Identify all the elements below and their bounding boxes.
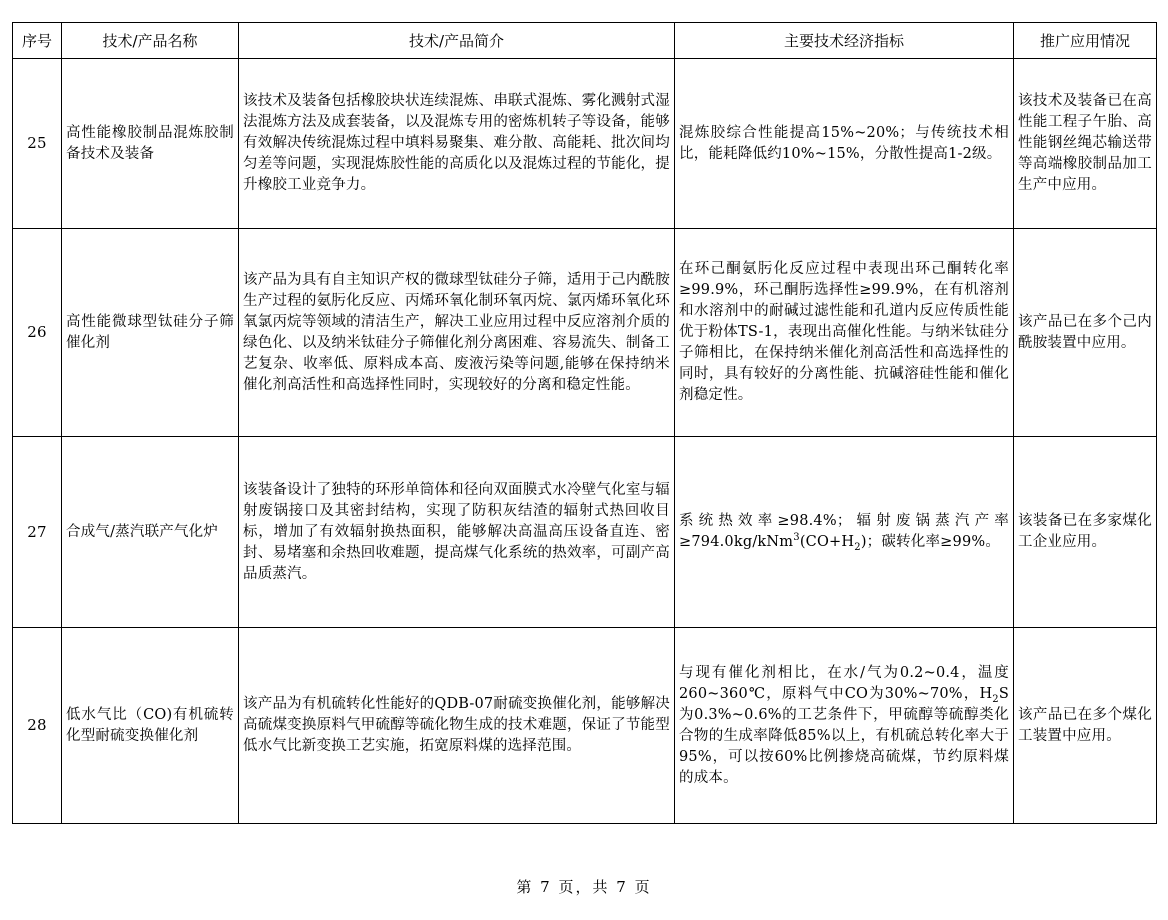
row-name: 合成气/蒸汽联产气化炉 [62,437,239,628]
table-row [13,437,1157,628]
indicator-text: (CO+H [799,534,855,550]
row-intro: 该产品为具有自主知识产权的微球型钛硅分子筛，适用于己内酰胺生产过程的氨肟化反应、丙烯环氧化制环氧丙烷、氯丙烯环氧化环氧氯丙烷等领域的清洁生产，解决工业应用过程中反应溶剂介质的绿色化、以及纳米钛硅分子筛催化剂分离困难、容易流失、制备工艺复杂、收率低、原料成本高、废液污染等问题,能够在保持纳米催化剂高活性和高选择性同时，实现较好的分离和稳定性能。 [239,229,675,437]
row-application: 该装备已在多家煤化工企业应用。 [1014,437,1157,628]
subscript-2: 2 [854,541,861,553]
row-intro: 该产品为有机硫转化性能好的QDB-07耐硫变换催化剂，能够解决高硫煤变换原料气甲硫醇等硫化物生成的技术难题，保证了节能型低水气比新变换工艺实施，拓宽原料煤的选择范围。 [239,628,675,824]
row-indicators: 在环己酮氨肟化反应过程中表现出环己酮转化率≥99.9%，环己酮肟选择性≥99.9%，在有机溶剂和水溶剂中的耐碱过滤性能和孔道内反应传质性能优于粉体TS-1，表现出高催化性能。与纳米钛硅分子筛相比，在保持纳米催化剂高活性和高选择性的同时，具有较好的分离性能、抗碱溶硅性能和催化剂稳定性。 [675,229,1014,437]
row-intro: 该装备设计了独特的环形单筒体和径向双面膜式水冷壁气化室与辐射废锅接口及其密封结构，实现了防积灰结渣的辐射式热回收目标，增加了有效辐射换热面积，能够解决高温高压设备直连、密封、易堵塞和余热回收难题，提高煤气化系统的热效率，可副产高品质蒸汽。 [239,437,675,628]
page-footer: 第 7 页，共 7 页 [516,878,652,896]
subscript-2: 2 [992,693,999,705]
header-indicators: 主要技术经济指标 [675,23,1014,59]
table-row [13,229,1157,437]
header-product-name: 技术/产品名称 [62,23,239,59]
indicator-text: S为0.3%~0.6%的工艺条件下，甲硫醇等硫醇类化合物的生成率降低85%以上，有机硫总转化率大于95%，可以按60%比例掺烧高硫煤，节约原料煤的成本。 [679,685,1009,786]
header-application: 推广应用情况 [1014,23,1157,59]
indicator-text: 系统热效率≥98.4%；辐射废锅蒸汽产率≥794.0kg/kNm [679,513,1009,550]
row-application: 该产品已在多个己内酰胺装置中应用。 [1014,229,1157,437]
indicator-text: )；碳转化率≥99%。 [860,534,1001,550]
row-name: 低水气比（CO)有机硫转化型耐硫变换催化剂 [62,628,239,824]
header-serial-number: 序号 [13,23,62,59]
row-number: 25 [13,59,62,229]
row-indicators [675,437,1014,628]
row-number: 27 [13,437,62,628]
table-row [13,59,1157,229]
row-name: 高性能微球型钛硅分子筛催化剂 [62,229,239,437]
row-application: 该产品已在多个煤化工装置中应用。 [1014,628,1157,824]
row-application: 该技术及装备已在高性能工程子午胎、高性能钢丝绳芯输送带等高端橡胶制品加工生产中应用。 [1014,59,1157,229]
row-indicators [675,628,1014,824]
indicator-text: 与现有催化剂相比，在水/气为0.2~0.4，温度260~360℃，原料气中CO为30%~70%，H [679,664,1009,702]
row-indicators: 混炼胶综合性能提高15%~20%；与传统技术相比，能耗降低约10%~15%，分散性提高1-2级。 [675,59,1014,229]
row-name: 高性能橡胶制品混炼胶制备技术及装备 [62,59,239,229]
row-number: 28 [13,628,62,824]
table-header-row [13,23,1157,59]
superscript-3: 3 [793,532,800,544]
table-row [13,628,1157,824]
row-intro: 该技术及装备包括橡胶块状连续混炼、串联式混炼、雾化溅射式湿法混炼方法及成套装备，以及混炼专用的密炼机转子等设备，能够有效解决传统混炼过程中填料易聚集、难分散、高能耗、批次间均匀差等问题，实现混炼胶性能的高质化以及混炼过程的节能化，提升橡胶工业竞争力。 [239,59,675,229]
header-product-intro: 技术/产品简介 [239,23,675,59]
technology-table [12,22,1157,824]
row-number: 26 [13,229,62,437]
